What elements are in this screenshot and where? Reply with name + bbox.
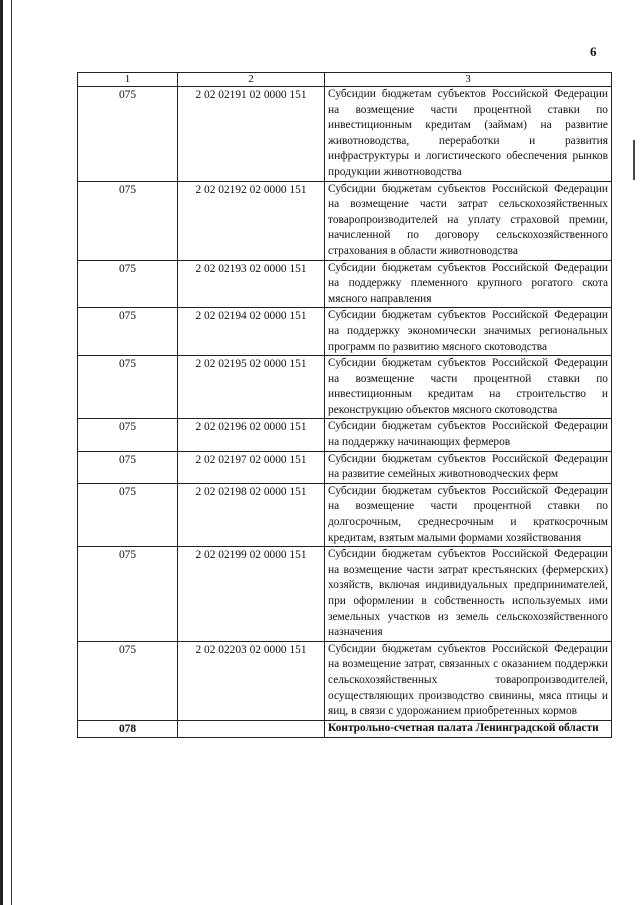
admin-code-cell: 075 <box>78 308 178 356</box>
scan-edge-right <box>633 140 635 180</box>
description-cell: Субсидии бюджетам субъектов Российской Федерации на возмещение части процентной ставки по долгосрочным, среднесрочным и краткосрочным кредитам, взятым малыми формами хозяйствования <box>325 483 612 546</box>
table-row <box>78 483 612 546</box>
administrator-name-cell: Контрольно-счетная палата Ленинградской области <box>325 720 612 738</box>
budget-code-cell: 2 02 02203 02 0000 151 <box>178 641 325 720</box>
budget-code-cell: 2 02 02195 02 0000 151 <box>178 356 325 419</box>
budget-code-cell: 2 02 02198 02 0000 151 <box>178 483 325 546</box>
table-row <box>78 356 612 419</box>
description-cell: Субсидии бюджетам субъектов Российской Федерации на поддержку экономически значимых региональных программ по развитию мясного скотоводства <box>325 308 612 356</box>
admin-code-cell: 075 <box>78 419 178 451</box>
description-cell: Субсидии бюджетам субъектов Российской Федерации на развитие семейных животноводческих ферм <box>325 451 612 483</box>
budget-code-cell: 2 02 02199 02 0000 151 <box>178 547 325 642</box>
description-cell: Субсидии бюджетам субъектов Российской Федерации на поддержку племенного крупного рогатого скота мясного направления <box>325 260 612 308</box>
table-header-row <box>78 73 612 87</box>
table-row <box>78 641 612 720</box>
budget-codes-table <box>77 72 612 738</box>
budget-code-cell: 2 02 02191 02 0000 151 <box>178 87 325 182</box>
table-row <box>78 181 612 260</box>
admin-code-cell: 075 <box>78 87 178 182</box>
budget-code-cell: 2 02 02194 02 0000 151 <box>178 308 325 356</box>
admin-code-cell: 075 <box>78 641 178 720</box>
budget-code-cell: 2 02 02197 02 0000 151 <box>178 451 325 483</box>
table-row <box>78 308 612 356</box>
table-row-section-heading <box>78 720 612 738</box>
description-cell: Субсидии бюджетам субъектов Российской Федерации на поддержку начинающих фермеров <box>325 419 612 451</box>
admin-code-cell: 075 <box>78 451 178 483</box>
page-number: 6 <box>590 44 597 59</box>
column-header-2: 2 <box>178 73 325 87</box>
admin-code-cell: 075 <box>78 181 178 260</box>
admin-code-cell: 075 <box>78 260 178 308</box>
description-cell: Субсидии бюджетам субъектов Российской Федерации на возмещение затрат, связанных с оказанием поддержки сельскохозяйственных товаропроизводителей, осуществляющих производство свинины, мяса птицы и яиц, в связи с удорожанием приобретенных кормов <box>325 641 612 720</box>
budget-code-cell: 2 02 02193 02 0000 151 <box>178 260 325 308</box>
budget-code-cell: 2 02 02196 02 0000 151 <box>178 419 325 451</box>
table-row <box>78 260 612 308</box>
budget-code-cell <box>178 720 325 738</box>
table-row <box>78 547 612 642</box>
table-row <box>78 87 612 182</box>
table-row <box>78 451 612 483</box>
admin-code-cell: 075 <box>78 356 178 419</box>
budget-code-cell: 2 02 02192 02 0000 151 <box>178 181 325 260</box>
scan-edge-left <box>0 0 3 905</box>
description-cell: Субсидии бюджетам субъектов Российской Федерации на возмещение части процентной ставки по инвестиционным кредитам на строительство и реконструкцию объектов мясного скотоводства <box>325 356 612 419</box>
admin-code-cell: 075 <box>78 483 178 546</box>
scan-edge-line <box>11 0 12 905</box>
table-row <box>78 419 612 451</box>
admin-code-cell: 078 <box>78 720 178 738</box>
column-header-3: 3 <box>325 73 612 87</box>
column-header-1: 1 <box>78 73 178 87</box>
description-cell: Субсидии бюджетам субъектов Российской Федерации на возмещение части процентной ставки по инвестиционным кредитам (займам) на развитие животноводства, переработки и развития инфраструктуры и логистического обеспечения рынков продукции животноводства <box>325 87 612 182</box>
admin-code-cell: 075 <box>78 547 178 642</box>
description-cell: Субсидии бюджетам субъектов Российской Федерации на возмещение части затрат сельскохозяйственных товаропроизводителей на уплату страховой премии, начисленной по договору сельскохозяйственного страхования в области животноводства <box>325 181 612 260</box>
description-cell: Субсидии бюджетам субъектов Российской Федерации на возмещение части затрат крестьянских (фермерских) хозяйств, включая индивидуальных предпринимателей, при оформлении в собственность используемых ими земельных участков из земель сельскохозяйственного назначения <box>325 547 612 642</box>
